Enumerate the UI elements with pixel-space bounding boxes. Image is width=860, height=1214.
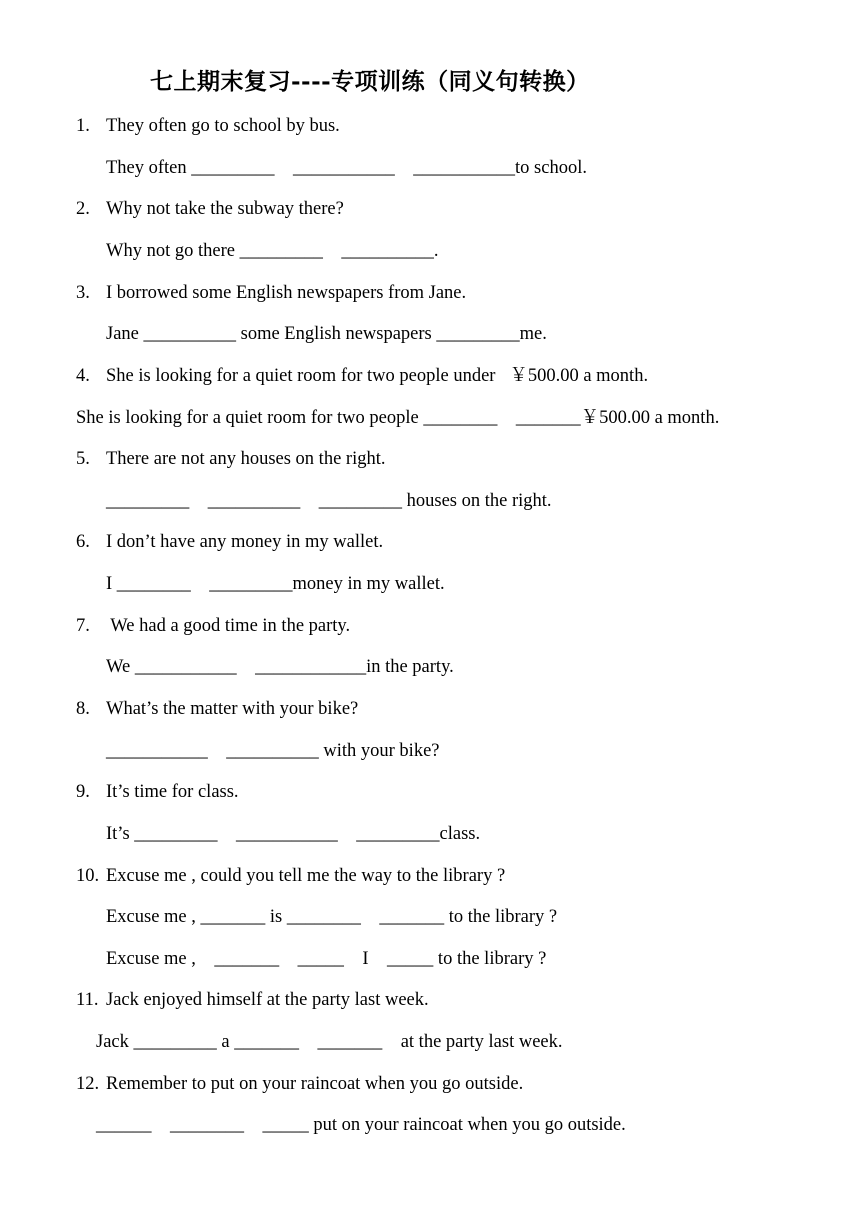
answer-6: I ________ _________money in my wallet.: [106, 574, 445, 594]
question-text: Remember to put on your raincoat when you go outside.: [106, 1074, 524, 1094]
answer-9: It’s _________ ___________ _________class.: [106, 824, 481, 844]
question-number: 3.: [76, 283, 90, 303]
question-6: [76, 531, 383, 553]
question-8: [76, 698, 358, 720]
question-2: [76, 198, 344, 220]
question-number: 1.: [76, 116, 90, 136]
answer-7: We ___________ ____________in the party.: [106, 657, 454, 677]
question-text: What’s the matter with your bike?: [106, 699, 359, 719]
question-number: 2.: [76, 199, 90, 219]
question-text: Why not take the subway there?: [106, 199, 344, 219]
question-number: 8.: [76, 699, 90, 719]
question-text: I borrowed some English newspapers from Jane.: [106, 283, 467, 303]
question-text: Jack enjoyed himself at the party last week.: [106, 990, 429, 1010]
question-text: They often go to school by bus.: [106, 116, 340, 136]
question-number: 12.: [76, 1074, 100, 1094]
question-3: [76, 282, 466, 304]
question-number: 7.: [76, 616, 90, 636]
question-text: There are not any houses on the right.: [106, 449, 386, 469]
question-10: [76, 865, 505, 887]
question-text: Excuse me , could you tell me the way to the library ?: [106, 866, 506, 886]
question-5: [76, 448, 385, 470]
question-11: [76, 989, 429, 1011]
question-text: It’s time for class.: [106, 782, 239, 802]
question-number: 4.: [76, 366, 90, 386]
question-7: [76, 615, 350, 637]
question-number: 6.: [76, 532, 90, 552]
answer-10b: Excuse me , _______ _____ I _____ to the library ?: [106, 949, 547, 969]
question-number: 10.: [76, 866, 100, 886]
answer-11: Jack _________ a _______ _______ at the party last week.: [96, 1032, 563, 1052]
page-title: 七上期末复习----专项训练（同义句转换）: [150, 68, 590, 95]
question-12: [76, 1073, 523, 1095]
question-number: 11.: [76, 990, 99, 1010]
question-text: We had a good time in the party.: [106, 616, 351, 636]
answer-2: Why not go there _________ __________.: [106, 241, 439, 261]
question-text: I don’t have any money in my wallet.: [106, 532, 384, 552]
question-number: 5.: [76, 449, 90, 469]
question-9: [76, 781, 239, 803]
answer-4: She is looking for a quiet room for two people ________ _______￥500.00 a month.: [76, 408, 720, 428]
question-text: She is looking for a quiet room for two people under ￥500.00 a month.: [106, 366, 649, 386]
answer-8: ___________ __________ with your bike?: [106, 741, 440, 761]
question-1: [76, 115, 340, 137]
answer-3: Jane __________ some English newspapers _________me.: [106, 324, 547, 344]
question-4: [76, 365, 648, 387]
answer-10a: Excuse me , _______ is ________ _______ to the library ?: [106, 907, 558, 927]
answer-12: ______ ________ _____ put on your raincoat when you go outside.: [96, 1115, 626, 1135]
answer-5: _________ __________ _________ houses on the right.: [106, 491, 552, 511]
question-number: 9.: [76, 782, 90, 802]
answer-1: They often _________ ___________ ___________to school.: [106, 158, 587, 178]
